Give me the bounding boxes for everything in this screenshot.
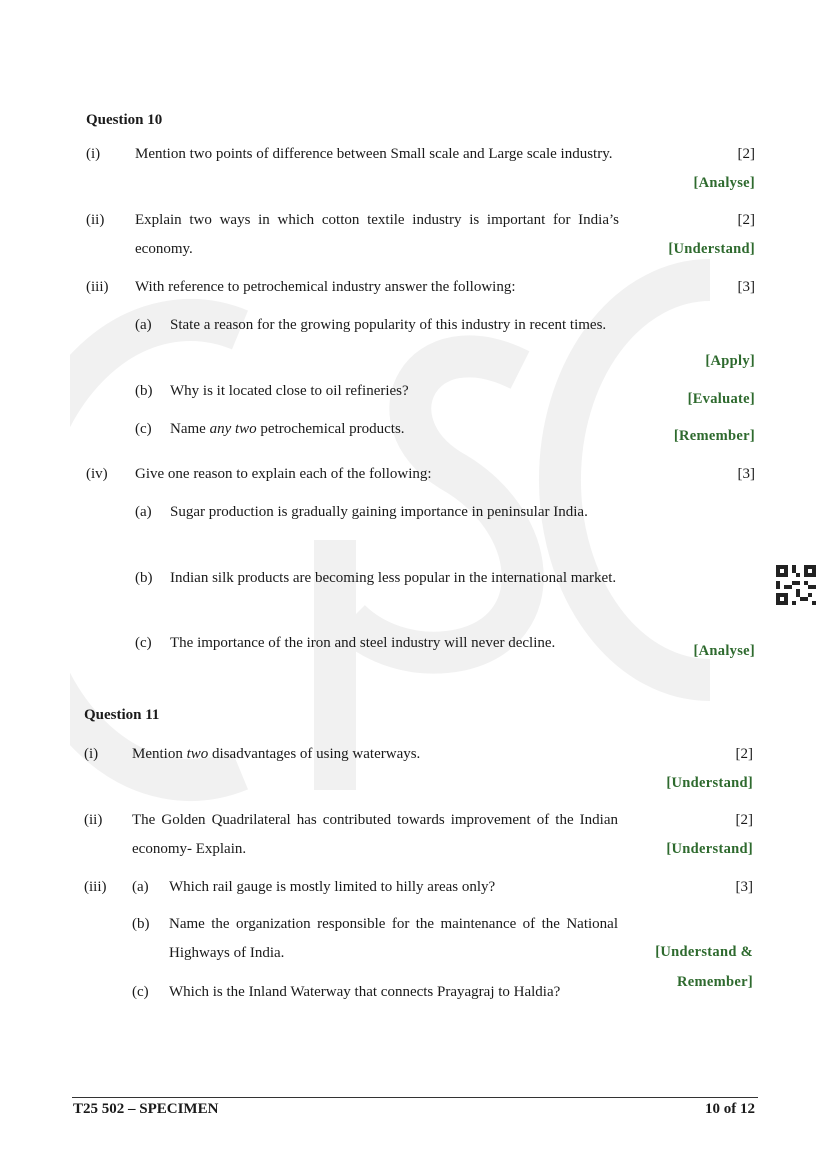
q11-iii-b-text: Name the organization responsible for the maintenance of the National Highways of India. — [169, 916, 618, 961]
q11-iii-c-number: (c) — [132, 984, 149, 1000]
q10-part-iv-text: Give one reason to explain each of the following: — [135, 466, 432, 482]
q11-iii-tag-line1: [Understand & — [655, 944, 753, 960]
q10-part-iii-number: (iii) — [86, 279, 109, 295]
q11-part-iii-number: (iii) — [84, 879, 107, 895]
q10-part-i-tag: [Analyse] — [693, 175, 755, 191]
footer-divider — [72, 1097, 758, 1098]
q10-iv-a-number: (a) — [135, 504, 152, 520]
q10-part-ii-text: Explain two ways in which cotton textile industry is important for India’s economy. — [135, 212, 619, 257]
q11-part-i-text: Mention two disadvantages of using waterways. — [132, 746, 421, 762]
q10-iv-c-tag: [Analyse] — [693, 643, 755, 659]
q10-part-iii-text: With reference to petrochemical industry answer the following: — [135, 279, 516, 295]
q10-part-iv-number: (iv) — [86, 466, 108, 482]
q10-part-ii-number: (ii) — [86, 212, 105, 228]
question-10-title: Question 10 — [86, 112, 163, 128]
q11-iii-tag-line2: Remember] — [677, 974, 753, 990]
q10-part-iii-marks: [3] — [737, 279, 755, 295]
q11-part-ii-tag: [Understand] — [666, 841, 753, 857]
footer-paper-code: T25 502 – SPECIMEN — [73, 1101, 219, 1117]
q10-part-ii-tag: [Understand] — [668, 241, 755, 257]
q11-iii-a-text: Which rail gauge is mostly limited to hilly areas only? — [169, 879, 496, 895]
q11-iii-c-text: Which is the Inland Waterway that connects Prayagraj to Haldia? — [169, 984, 561, 1000]
q11-iii-b-number: (b) — [132, 916, 150, 932]
question-11-title: Question 11 — [84, 707, 160, 723]
q10-iii-b-number: (b) — [135, 383, 153, 399]
q10-iv-b-number: (b) — [135, 570, 153, 586]
q10-iii-b-tag: [Evaluate] — [687, 391, 755, 407]
q10-part-ii-marks: [2] — [737, 212, 755, 228]
q10-iii-a-text: State a reason for the growing popularity of this industry in recent times. — [170, 317, 607, 333]
q11-part-ii-number: (ii) — [84, 812, 103, 828]
q11-part-i-marks: [2] — [735, 746, 753, 762]
q10-iii-c-number: (c) — [135, 421, 152, 437]
footer-page-number: 10 of 12 — [705, 1101, 755, 1117]
q10-part-i-marks: [2] — [737, 146, 755, 162]
q10-part-i-number: (i) — [86, 146, 101, 162]
q10-iv-c-text: The importance of the iron and steel industry will never decline. — [170, 635, 556, 651]
qr-code-icon — [776, 565, 816, 605]
q10-iv-c-number: (c) — [135, 635, 152, 651]
q10-iv-a-text: Sugar production is gradually gaining importance in peninsular India. — [170, 504, 588, 520]
q10-iii-a-number: (a) — [135, 317, 152, 333]
q11-part-i-tag: [Understand] — [666, 775, 753, 791]
q10-iv-b-text: Indian silk products are becoming less popular in the international market. — [170, 570, 617, 586]
q11-part-ii-text: The Golden Quadrilateral has contributed towards improvement of the Indian economy- Explain. — [132, 812, 618, 857]
q10-iii-b-text: Why is it located close to oil refineries? — [170, 383, 409, 399]
q11-part-i-number: (i) — [84, 746, 99, 762]
q11-part-iii-marks: [3] — [735, 879, 753, 895]
q10-part-iv-marks: [3] — [737, 466, 755, 482]
q10-iii-c-tag: [Remember] — [673, 428, 755, 444]
q11-part-ii-marks: [2] — [735, 812, 753, 828]
q10-part-i-text: Mention two points of difference between Small scale and Large scale industry. — [135, 146, 613, 162]
q11-iii-a-number: (a) — [132, 879, 149, 895]
q10-iii-a-tag: [Apply] — [705, 353, 755, 369]
q10-iii-c-text: Name any two petrochemical products. — [170, 421, 405, 437]
